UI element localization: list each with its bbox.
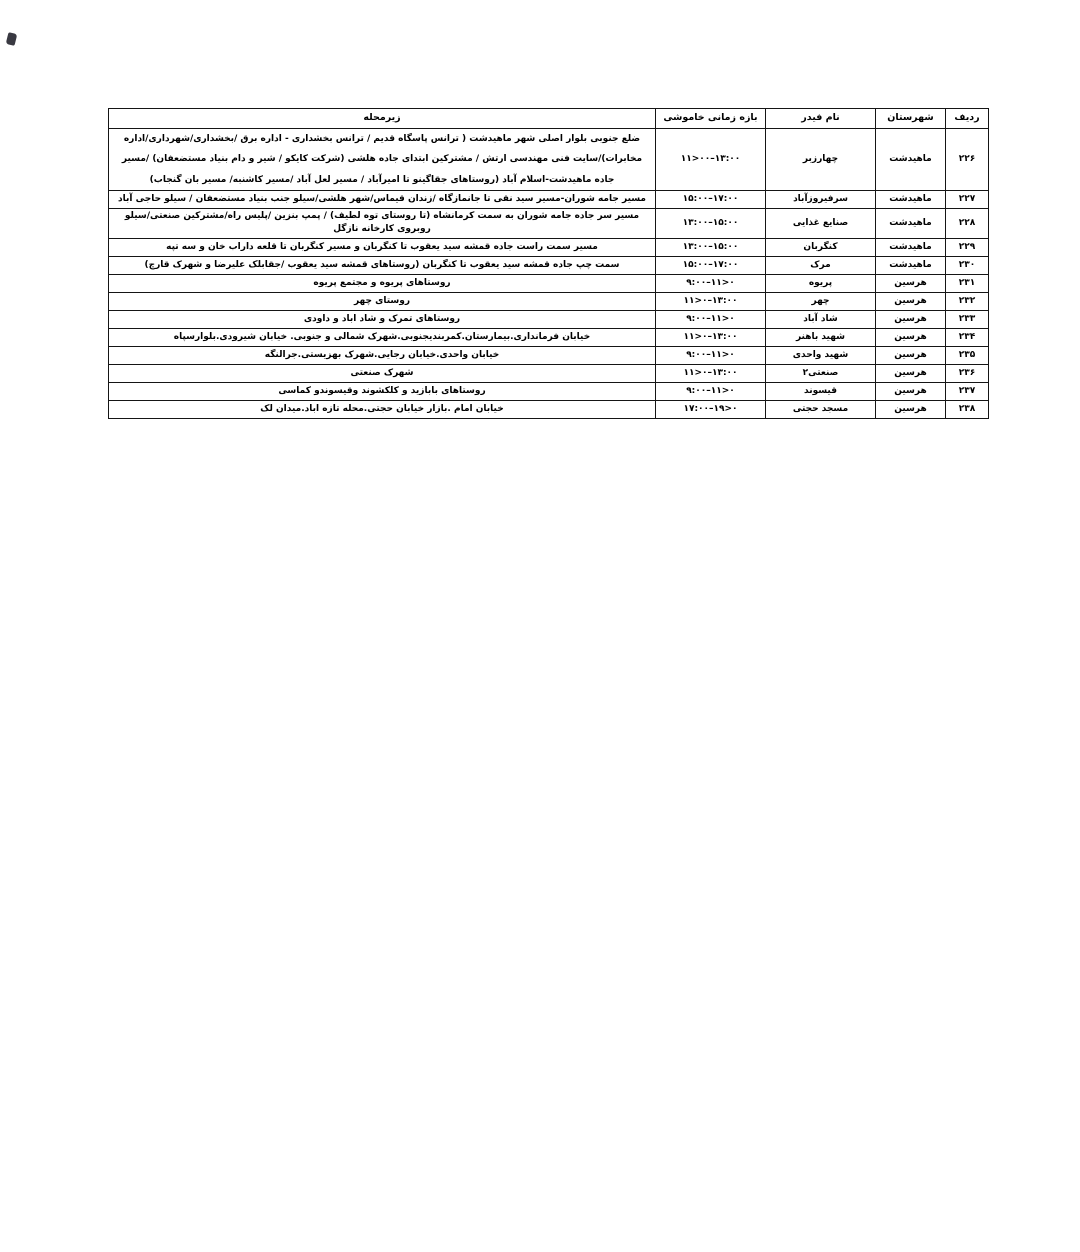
outage-time-cell xyxy=(656,190,766,208)
ink-smudge-artifact xyxy=(6,32,18,46)
header-county: شهرستان xyxy=(876,109,946,129)
table-row xyxy=(109,238,989,256)
outage-time-value: ۹:۰۰–۱۱>۰ xyxy=(686,277,735,288)
county-cell: هرسین xyxy=(876,292,946,310)
outage-time-cell xyxy=(656,129,766,191)
county-cell: ماهیدشت xyxy=(876,208,946,238)
outage-schedule-table xyxy=(108,108,989,419)
outage-time-cell xyxy=(656,310,766,328)
row-number: ۲۳۵ xyxy=(946,346,989,364)
row-number: ۲۳۷ xyxy=(946,382,989,400)
feeder-cell: مسجد حجتی xyxy=(766,400,876,418)
subneighborhood-cell: مسیر جامه شوران-مسیر سید نقی تا جانمازگاه /زندان قیماس/شهر هلشی/سیلو جنب بنیاد مستضعفان / سیلو حاجی آباد xyxy=(109,190,656,208)
county-cell: هرسین xyxy=(876,400,946,418)
row-number: ۲۳۲ xyxy=(946,292,989,310)
outage-time-cell xyxy=(656,328,766,346)
feeder-cell: چهارزبر xyxy=(766,129,876,191)
table-row xyxy=(109,400,989,418)
feeder-cell: کنگربان xyxy=(766,238,876,256)
county-cell: هرسین xyxy=(876,328,946,346)
county-cell: ماهیدشت xyxy=(876,256,946,274)
county-cell: ماهیدشت xyxy=(876,129,946,191)
row-number: ۲۲۷ xyxy=(946,190,989,208)
subneighborhood-cell: ضلع جنوبی بلوار اصلی شهر ماهیدشت ( ترانس پاسگاه قدیم / ترانس بخشداری - اداره برق /بخشداری/شهرداری/اداره مخابرات)/سایت فنی مهندسی ارتش / مشترکین ابتدای جاده هلشی (شرکت کایکو / شیر و دام بنیاد مستضعفان) /مسیر جاده ماهیدشت-اسلام آباد (روستاهای جقاگینو تا امیرآباد / مسیر لعل آباد /مسیر کاشنبه/ مسیر بان گنجاب) xyxy=(109,129,656,191)
table-row xyxy=(109,346,989,364)
subneighborhood-cell: روستاهای بابازید و کلکشوند وقیسوندو کماسی xyxy=(109,382,656,400)
table-row xyxy=(109,364,989,382)
subneighborhood-cell: روستاهای تمرک و شاد اباد و داودی xyxy=(109,310,656,328)
outage-time-cell xyxy=(656,346,766,364)
feeder-cell: شهید باهنر xyxy=(766,328,876,346)
outage-time-cell xyxy=(656,364,766,382)
row-number: ۲۳۶ xyxy=(946,364,989,382)
row-number: ۲۳۴ xyxy=(946,328,989,346)
table-row xyxy=(109,256,989,274)
subneighborhood-cell: خیابان امام .بازار خیابان حجتی.محله تازه اباد.میدان لک xyxy=(109,400,656,418)
county-cell: هرسین xyxy=(876,274,946,292)
row-number: ۲۳۸ xyxy=(946,400,989,418)
table-row xyxy=(109,310,989,328)
outage-time-value: ۱۱>۰–۱۳:۰۰ xyxy=(683,295,738,306)
county-cell: ماهیدشت xyxy=(876,238,946,256)
subneighborhood-cell: سمت چپ جاده قمشه سید یعقوب تا کنگربان (روستاهای قمشه سید یعقوب /جقابلک علیرضا و شهرک قارچ) xyxy=(109,256,656,274)
feeder-cell: صنعتی۲ xyxy=(766,364,876,382)
feeder-cell: صنایع غذایی xyxy=(766,208,876,238)
county-cell: هرسین xyxy=(876,382,946,400)
header-row-number: ردیف xyxy=(946,109,989,129)
subneighborhood-cell: روستاهای پریوه و مجتمع پریوه xyxy=(109,274,656,292)
row-number: ۲۳۳ xyxy=(946,310,989,328)
header-feeder-name: نام فیدر xyxy=(766,109,876,129)
outage-time-cell xyxy=(656,256,766,274)
header-outage-time-range: بازه زمانی خاموشی xyxy=(656,109,766,129)
outage-time-cell xyxy=(656,400,766,418)
feeder-cell: سرفیروزآباد xyxy=(766,190,876,208)
outage-time-cell xyxy=(656,274,766,292)
feeder-cell: شاد آباد xyxy=(766,310,876,328)
county-cell: هرسین xyxy=(876,346,946,364)
outage-time-value: ۱۳:۰۰–۱۵:۰۰ xyxy=(682,217,739,228)
table-row xyxy=(109,382,989,400)
feeder-cell: چهر xyxy=(766,292,876,310)
outage-time-cell xyxy=(656,208,766,238)
outage-time-value: ۹:۰۰–۱۱>۰ xyxy=(686,385,735,396)
table-row xyxy=(109,129,989,191)
feeder-cell: قیسوند xyxy=(766,382,876,400)
feeder-cell: پریوه xyxy=(766,274,876,292)
header-subneighborhood: زیرمحله xyxy=(109,109,656,129)
outage-time-value: ۹:۰۰–۱۱>۰ xyxy=(686,313,735,324)
outage-time-value: ۱۵:۰۰–۱۷:۰۰ xyxy=(682,259,739,270)
row-number: ۲۳۰ xyxy=(946,256,989,274)
table-row xyxy=(109,328,989,346)
table-row xyxy=(109,190,989,208)
subneighborhood-cell: خیابان واحدی.خیابان رجایی.شهرک بهزیستی.جرالنگه xyxy=(109,346,656,364)
outage-time-value: ۱۱>۰–۱۳:۰۰ xyxy=(683,367,738,378)
outage-time-value: ۱۵:۰۰–۱۷:۰۰ xyxy=(682,193,739,204)
outage-time-cell xyxy=(656,238,766,256)
subneighborhood-cell: مسیر سر جاده جامه شوران به سمت کرمانشاه (تا روستای توه لطیف) / پمپ بنزین /پلیس راه/مشترکین صنعتی/سیلو روبروی کارخانه نازگل xyxy=(109,208,656,238)
table-row xyxy=(109,274,989,292)
county-cell: هرسین xyxy=(876,364,946,382)
outage-time-value: ۱۳:۰۰–۱۵:۰۰ xyxy=(682,241,739,252)
feeder-cell: شهید واحدی xyxy=(766,346,876,364)
outage-time-cell xyxy=(656,292,766,310)
row-number: ۲۲۸ xyxy=(946,208,989,238)
table-row xyxy=(109,208,989,238)
county-cell: ماهیدشت xyxy=(876,190,946,208)
outage-time-value: ۱۱>۰۰–۱۳:۰۰ xyxy=(680,153,741,164)
county-cell: هرسین xyxy=(876,310,946,328)
subneighborhood-cell: مسیر سمت راست جاده قمشه سید یعقوب تا کنگربان و مسیر کنگربان تا قلعه داراب خان و سه تپه xyxy=(109,238,656,256)
table-header-row xyxy=(109,109,989,129)
row-number: ۲۲۹ xyxy=(946,238,989,256)
feeder-cell: مرک xyxy=(766,256,876,274)
outage-time-value: ۱۱>۰–۱۳:۰۰ xyxy=(683,331,738,342)
subneighborhood-cell: خیابان فرمانداری.بیمارستان.کمربندیجنوبی.شهرک شمالی و جنوبی. خیابان شیرودی.بلوارسپاه xyxy=(109,328,656,346)
row-number: ۲۲۶ xyxy=(946,129,989,191)
subneighborhood-cell: روستای چهر xyxy=(109,292,656,310)
outage-time-cell xyxy=(656,382,766,400)
row-number: ۲۳۱ xyxy=(946,274,989,292)
table-row xyxy=(109,292,989,310)
outage-time-value: ۹:۰۰–۱۱>۰ xyxy=(686,349,735,360)
subneighborhood-cell: شهرک صنعتی xyxy=(109,364,656,382)
outage-time-value: ۱۷:۰۰–۱۹>۰ xyxy=(683,403,738,414)
